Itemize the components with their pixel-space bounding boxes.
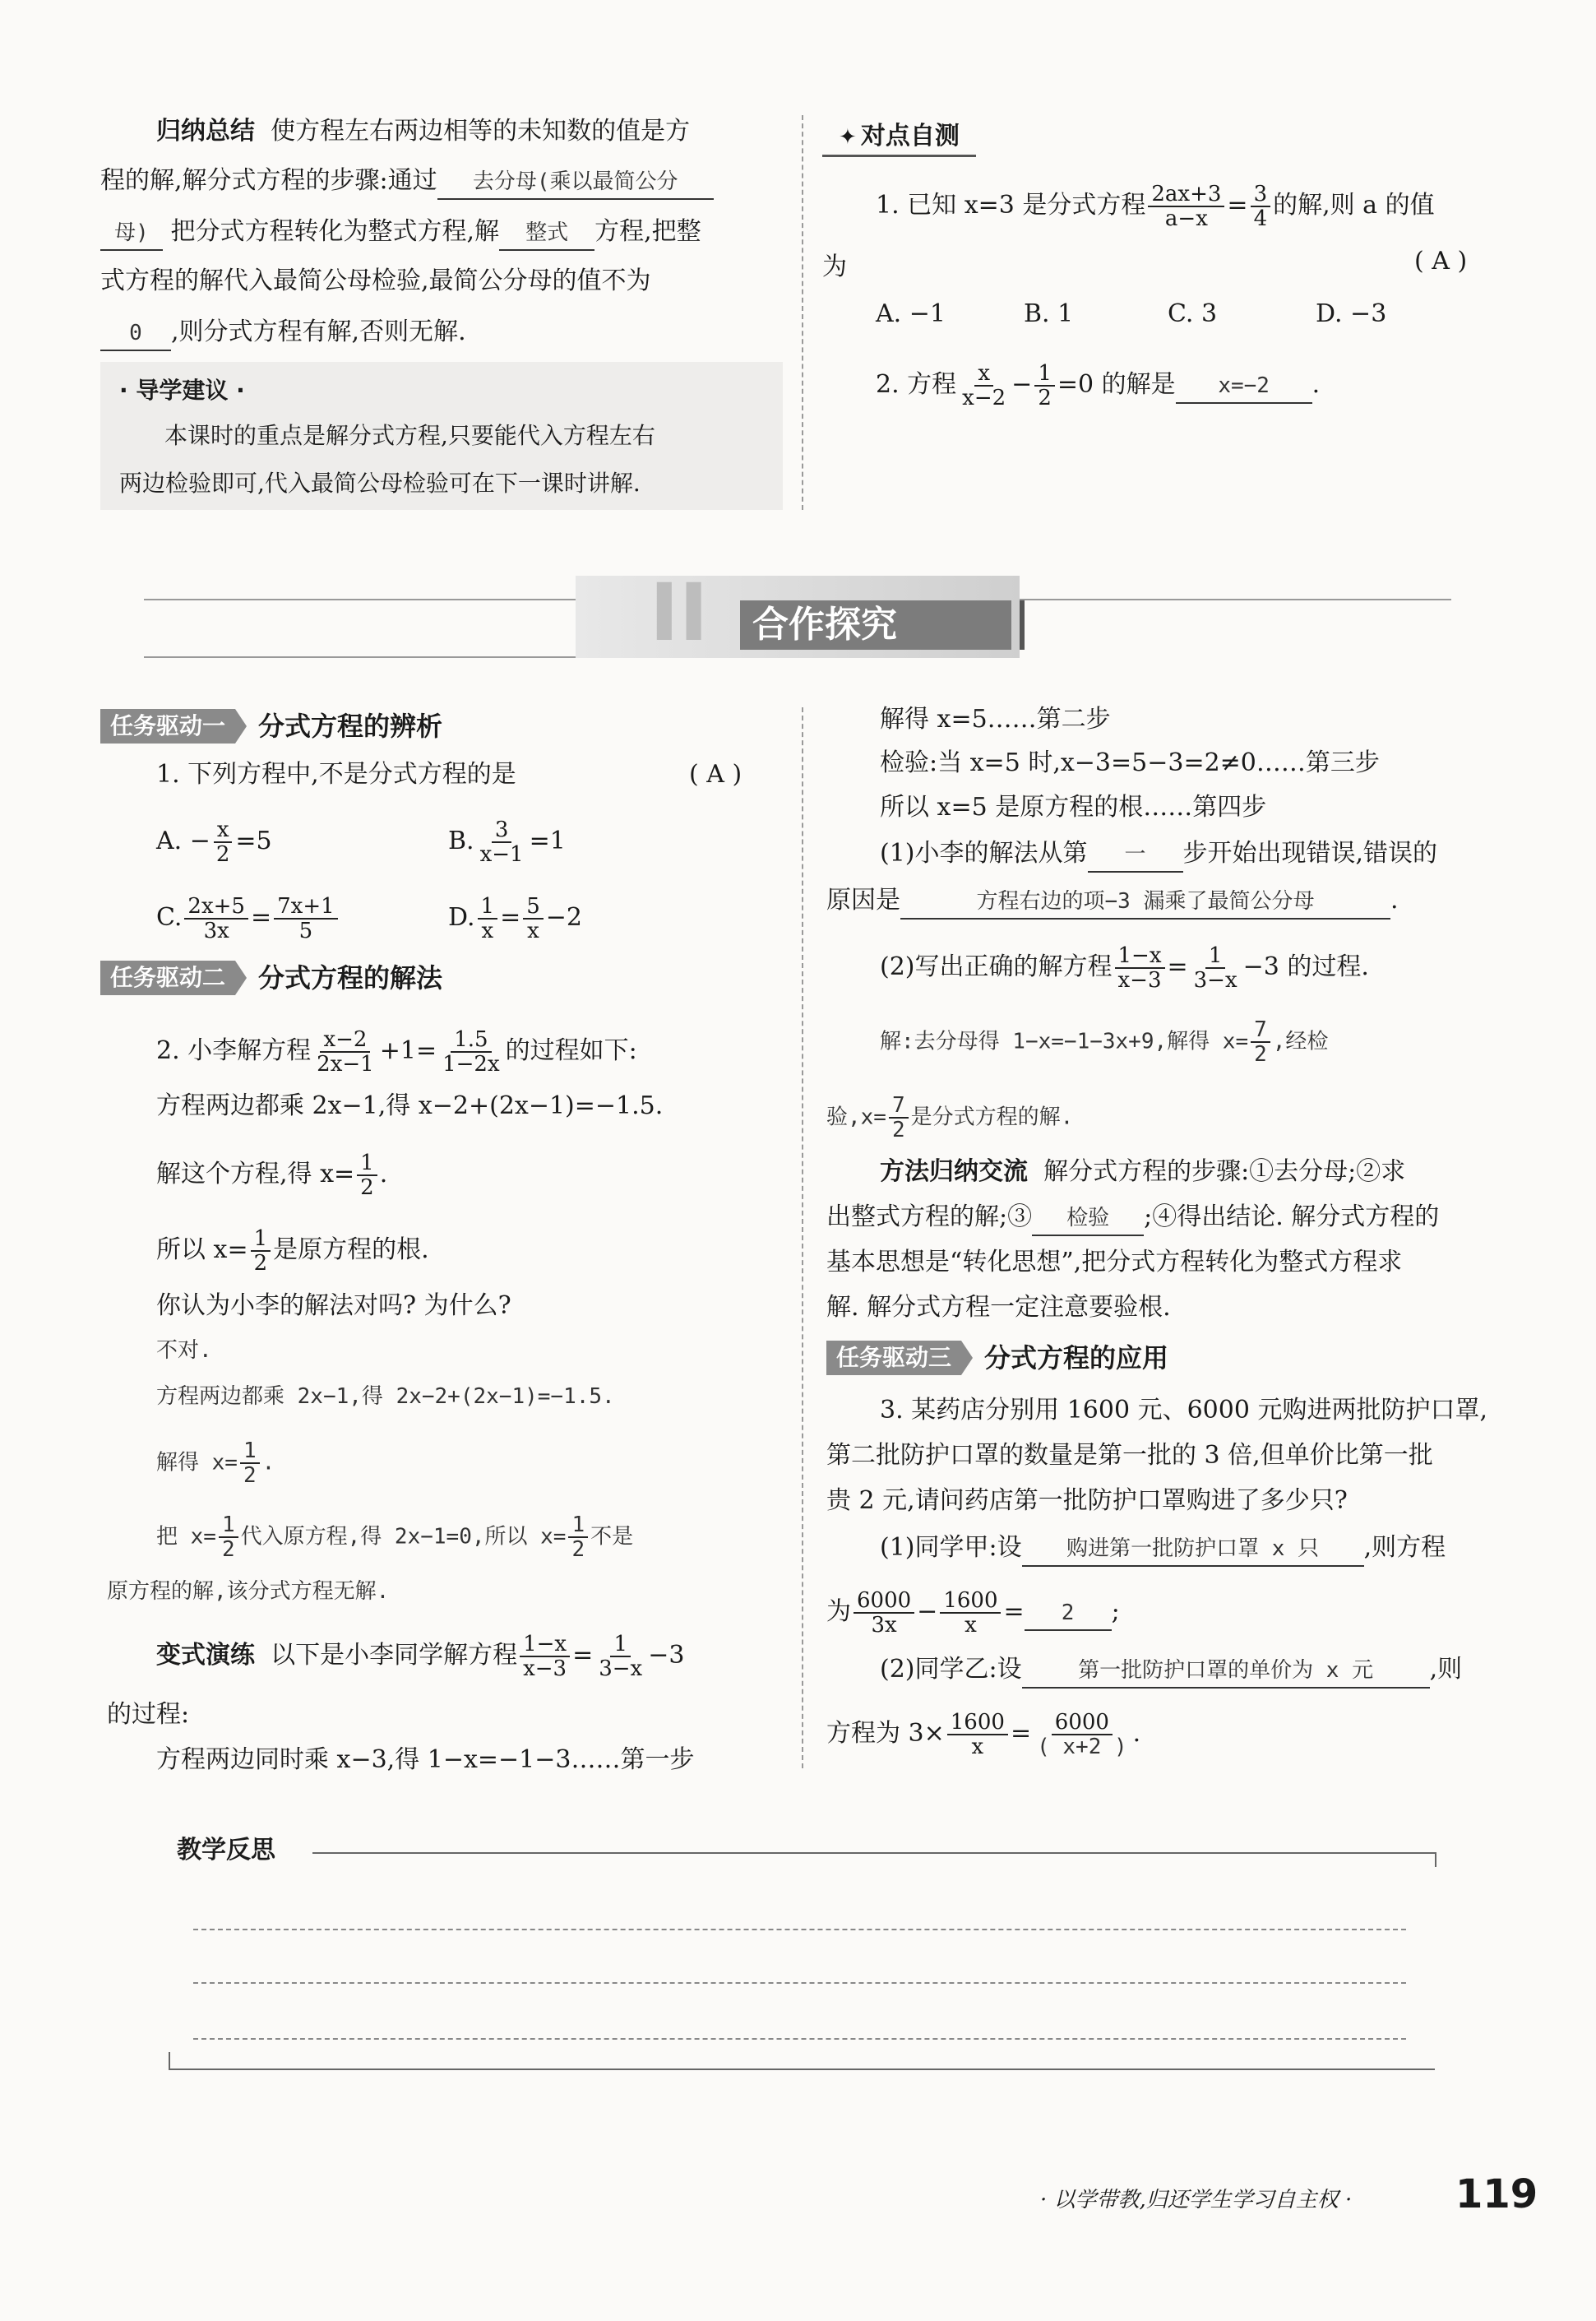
summary-line4: 式方程的解代入最简公母检验,最简公分母的值不为 bbox=[100, 266, 651, 295]
page-number: 119 bbox=[1455, 2171, 1538, 2217]
task1-answer: ( A ) bbox=[689, 760, 742, 789]
column-divider-bottom bbox=[802, 707, 803, 1768]
task3-a1: (1)同学甲:设 购进第一批防护口罩 x 只 ,则方程 bbox=[880, 1531, 1446, 1567]
task3-header bbox=[826, 1341, 1168, 1375]
selftest-q1-line2: 为 bbox=[822, 252, 847, 281]
method-fill: 检验 bbox=[1032, 1202, 1144, 1236]
task2-prompt: 你认为小李的解法对吗? 为什么? bbox=[156, 1291, 511, 1320]
task3-a2: (2)同学乙:设 第一批防护口罩的单价为 x 元 ,则 bbox=[880, 1653, 1462, 1689]
tag-arrow-icon bbox=[235, 961, 247, 995]
task2-answer-4: 把 x= $\frac{1}{2}$ 代入原方程,得 2x−1=0,所以 x= $\frac{1}{2}$ 不是 bbox=[156, 1513, 634, 1562]
selftest-header bbox=[822, 115, 976, 157]
task1-question: 1. 下列方程中,不是分式方程的是 bbox=[156, 760, 516, 789]
banner-letter: II bbox=[650, 567, 709, 659]
right-step3: 检验:当 x=5 时,x−3=5−3=2≠0……第三步 bbox=[880, 748, 1380, 777]
selftest-q1-option-d: D. −3 bbox=[1316, 299, 1387, 328]
column-divider-top bbox=[802, 115, 803, 510]
reflect-line-1 bbox=[193, 1929, 1406, 1930]
task2-step3: 所以 x= $\frac{1}{2}$ 是原方程的根. bbox=[156, 1226, 429, 1276]
selftest-q1-option-c: C. 3 bbox=[1168, 299, 1218, 328]
guide-line1: 本课时的重点是解分式方程,只要能代入方程左右 bbox=[164, 422, 655, 449]
right-solution-1: 解:去分母得 1−x=−1−3x+9,解得 x= $\frac{7}{2}$ ,经检 bbox=[880, 1017, 1329, 1067]
task2-title: 分式方程的解法 bbox=[258, 962, 443, 994]
reflect-top-line bbox=[312, 1852, 1435, 1854]
task3-a2-equation: 方程为 3× $\frac{1600}{x}$ = $\frac{6000}{( x+2 )}$ . bbox=[826, 1710, 1141, 1759]
task2-answer-3: 解得 x= $\frac{1}{2}$ . bbox=[156, 1438, 275, 1488]
task3-q-line2: 第二批防护口罩的数量是第一批的 3 倍,但单价比第一批 bbox=[826, 1441, 1433, 1470]
right-step4: 所以 x=5 是原方程的根……第四步 bbox=[880, 793, 1267, 822]
task1-option-d: D. $\frac{1}{x}$ = $\frac{5}{x}$ −2 bbox=[448, 894, 582, 943]
selftest-q1-option-b: B. 1 bbox=[1024, 299, 1074, 328]
reflect-bottom-line bbox=[169, 2069, 1435, 2070]
q1-fraction-2: $\frac{3}{4}$ bbox=[1251, 183, 1271, 230]
method-line3: 基本思想是“转化思想”,把分式方程转化为整式方程求 bbox=[826, 1248, 1403, 1276]
banner-title: 合作探究 bbox=[752, 604, 897, 646]
right-solution-2: 验,x= $\frac{7}{2}$ 是分式方程的解. bbox=[826, 1093, 1074, 1142]
diamond-icon: ✦ bbox=[839, 125, 857, 150]
summary-line5: 0 ,则分式方程有解,否则无解. bbox=[100, 316, 466, 351]
variant-label: 变式演练 bbox=[156, 1641, 255, 1670]
right-q1b: 原因是 方程右边的项−3 漏乘了最简公分母 . bbox=[826, 884, 1399, 920]
task2-answer-2: 方程两边都乘 2x−1,得 2x−2+(2x−1)=−1.5. bbox=[156, 1384, 615, 1409]
task2-question: 2. 小李解方程 $\frac{x-2}{2x-1}$ +1= $\frac{1.5}{1-2x}$ 的过程如下: bbox=[156, 1027, 637, 1077]
summary-fill-2: 整式 bbox=[499, 216, 594, 251]
method-line1: 方法归纳交流 解分式方程的步骤:①去分母;②求 bbox=[880, 1157, 1406, 1186]
right-step2: 解得 x=5……第二步 bbox=[880, 705, 1111, 734]
task1-option-a: A. − $\frac{x}{2}$ =5 bbox=[156, 818, 272, 867]
right-q1b-fill: 方程右边的项−3 漏乘了最简公分母 bbox=[900, 885, 1390, 920]
summary-line3: 母) 把分式方程转化为整式方程,解 整式 方程,把整 bbox=[100, 215, 701, 251]
variant-intro: 变式演练 以下是小李同学解方程 $\frac{1-x}{x-3}$ = $\frac{1}{3-x}$ −3 bbox=[156, 1632, 685, 1681]
summary-fill-1b: 母) bbox=[100, 216, 163, 251]
task3-title: 分式方程的应用 bbox=[984, 1342, 1169, 1374]
method-line4: 解. 解分式方程一定注意要验根. bbox=[826, 1293, 1171, 1322]
task2-answer-1: 不对. bbox=[156, 1338, 212, 1363]
right-q1-fill: 一 bbox=[1088, 838, 1183, 873]
selftest-q2: 2. 方程 $\frac{x}{x-2}$ − $\frac{1}{2}$ =0 的解是 x=−2 . bbox=[876, 361, 1321, 410]
reflect-bottom-corner bbox=[169, 2052, 170, 2069]
variant-step1: 方程两边同时乘 x−3,得 1−x=−1−3……第一步 bbox=[156, 1745, 695, 1774]
task3-a1-fill-2: 2 bbox=[1025, 1596, 1112, 1631]
variant-line2: 的过程: bbox=[107, 1700, 190, 1729]
guide-title: · 导学建议 · bbox=[119, 377, 245, 404]
right-q1: (1)小李的解法从第 一 步开始出现错误,错误的 bbox=[880, 837, 1437, 873]
reflect-line-3 bbox=[193, 2038, 1406, 2040]
task3-tag: 任务驱动三 bbox=[826, 1341, 961, 1375]
summary-label: 归纳总结 bbox=[156, 117, 255, 146]
task1-option-c: C. $\frac{2x+5}{3x}$ = $\frac{7x+1}{5}$ bbox=[156, 895, 340, 943]
tag-arrow-icon bbox=[961, 1341, 973, 1375]
summary-fill-3: 0 bbox=[100, 317, 171, 351]
summary-line2: 程的解,解分式方程的步骤:通过 去分母(乘以最简公分 bbox=[100, 164, 714, 200]
summary-fill-1: 去分母(乘以最简公分 bbox=[437, 165, 714, 200]
selftest-q2-fill: x=−2 bbox=[1176, 369, 1312, 404]
task3-a1-equation: 为 $\frac{6000}{3x}$ − $\frac{1600}{x}$ = 2 ; bbox=[826, 1588, 1120, 1638]
right-q2: (2)写出正确的解方程 $\frac{1-x}{x-3}$ = $\frac{1}{3-x}$ −3 的过程. bbox=[880, 943, 1369, 993]
selftest-title: 对点自测 bbox=[860, 122, 960, 151]
banner-end-bar bbox=[1020, 600, 1025, 650]
task3-a1-fill: 购进第一批防护口罩 x 只 bbox=[1022, 1532, 1364, 1567]
task2-tag: 任务驱动二 bbox=[100, 961, 235, 995]
reflect-line-2 bbox=[193, 1982, 1406, 1984]
guide-line2: 两边检验即可,代入最简公母检验可在下一课时讲解. bbox=[119, 470, 641, 497]
footer-slogan: · 以学带教,归还学生学习自主权 · bbox=[1040, 2188, 1353, 2212]
selftest-q1-line1: 1. 已知 x=3 是分式方程 $\frac{2ax+3}{a-x}$ = $\frac{3}{4}$ 的解,则 a 的值 bbox=[876, 182, 1435, 231]
task1-title: 分式方程的辨析 bbox=[258, 711, 443, 742]
method-label: 方法归纳交流 bbox=[880, 1157, 1028, 1186]
selftest-q1-option-a: A. −1 bbox=[876, 299, 946, 328]
reflect-title: 教学反思 bbox=[177, 1836, 275, 1865]
selftest-q1-answer: ( A ) bbox=[1414, 247, 1468, 276]
q1-fraction-1: $\frac{2ax+3}{a-x}$ bbox=[1148, 183, 1224, 230]
tag-arrow-icon bbox=[235, 709, 247, 744]
task2-step1: 方程两边都乘 2x−1,得 x−2+(2x−1)=−1.5. bbox=[156, 1091, 664, 1120]
task1-header bbox=[100, 709, 442, 744]
summary-line1: 归纳总结 使方程左右两边相等的未知数的值是方 bbox=[156, 117, 691, 146]
task3-a2-fill: 第一批防护口罩的单价为 x 元 bbox=[1022, 1654, 1430, 1689]
task2-answer-5: 原方程的解,该分式方程无解. bbox=[107, 1579, 390, 1604]
task1-tag: 任务驱动一 bbox=[100, 709, 235, 744]
reflect-corner bbox=[1435, 1852, 1436, 1867]
task2-header bbox=[100, 961, 442, 995]
task1-option-b: B. $\frac{3}{x-1}$ =1 bbox=[448, 818, 566, 867]
task2-step2: 解这个方程,得 x= $\frac{1}{2}$ . bbox=[156, 1151, 388, 1200]
task3-q-line3: 贵 2 元,请问药店第一批防护口罩购进了多少只? bbox=[826, 1486, 1348, 1515]
method-line2: 出整式方程的解;③ 检验 ;④得出结论. 解分式方程的 bbox=[826, 1201, 1439, 1236]
task3-q-line1: 3. 某药店分别用 1600 元、6000 元购进两批防护口罩, bbox=[880, 1396, 1487, 1425]
